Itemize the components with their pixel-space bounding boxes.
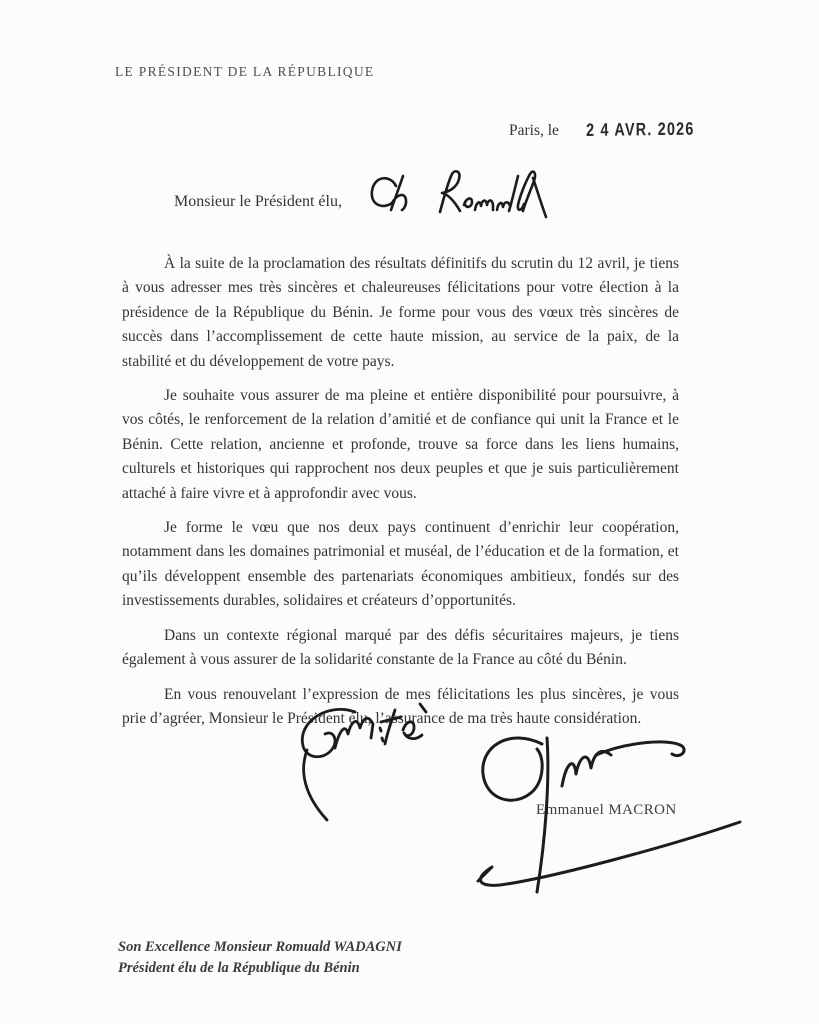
letter-paragraph: En vous renouvelant l’expression de mes félicitations les plus sincères, je vous prie d’agréer, Monsieur le Président élu, l’assurance de ma très haute considération. [122,685,679,727]
handwritten-closing [283,698,458,838]
letter-paragraph: Je souhaite vous assurer de ma pleine et entière disponibilité pour poursuivre, à vos côtés, le renforcement de la relation d’amitié et de confiance qui unit la France et le Bénin. Cette relation, ancienne et profonde, trouve sa force dans les liens humains, culturels et historiques qui rapprochent nos deux peuples et que je suis particulièrement attaché à faire vivre et à approfondir avec vous. [122,387,679,502]
handwritten-salutation [362,166,562,228]
recipient-name: Son Excellence Monsieur Romuald WADAGNI [118,939,402,955]
place-dateline: Paris, le [509,122,559,139]
handwriting-closing-icon [283,698,458,838]
letterhead: LE PRÉSIDENT DE LA RÉPUBLIQUE [115,64,375,79]
letter-body [122,252,679,741]
recipient-block [118,937,402,979]
salutation: Monsieur le Président élu, [174,193,342,210]
signature-icon [450,722,750,904]
signature-scribble [450,722,750,904]
letter-paragraph: Je forme le vœu que nos deux pays continuent d’enrichir leur coopération, notamment dans les domaines patrimonial et muséal, de l’éducation et de la formation, et qu’ils développent ensemble des partenariats économiques ambitieux, fondés sur des investissements durables, solidaires et créateurs d’opportunités. [122,519,679,610]
recipient-title: Président élu de la République du Bénin [118,960,360,976]
handwriting-salutation-icon [362,166,562,228]
letter-paragraph: À la suite de la proclamation des résultats définitifs du scrutin du 12 avril, je tiens à vous adresser mes très sincères et chaleureuses félicitations pour votre élection à la présidence de la République du Bénin. Je forme pour vous des vœux très sincères de succès dans l’accomplissement de cette haute mission, au service de la paix, de la stabilité et du développement de votre pays. [122,255,679,370]
signature-name: Emmanuel MACRON [536,802,677,818]
letter-paragraph: Dans un contexte régional marqué par des défis sécuritaires majeurs, je tiens également à vous assurer de la solidarité constante de la France au côté du Bénin. [122,626,679,669]
date-stamp: 2 4 AVR. 2026 [586,118,695,140]
